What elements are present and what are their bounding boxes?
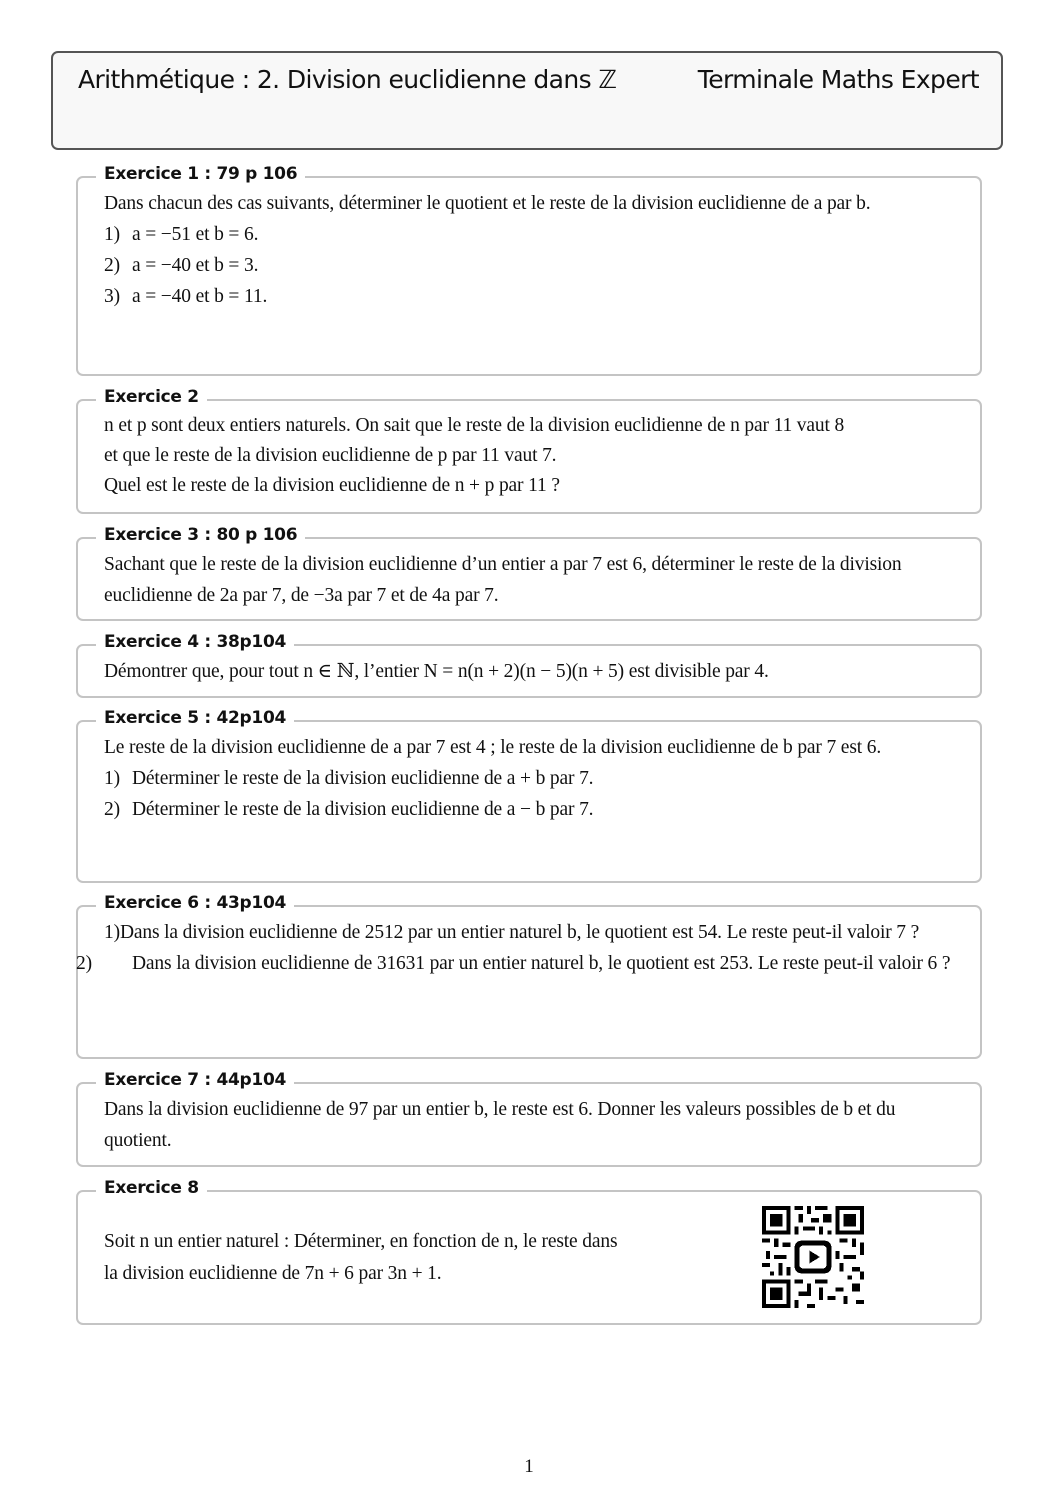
exercise-title: Exercice 2 <box>96 386 207 408</box>
exercise-4 <box>76 632 982 698</box>
text-line: Quel est le reste de la division euclidienne de n + p par 11 ? <box>104 475 560 496</box>
exercise-title: Exercice 5 : 42p104 <box>96 707 294 729</box>
exercise-title: Exercice 8 <box>96 1177 207 1199</box>
exercise-3 <box>76 525 982 621</box>
list-item: 1) a = −51 et b = 6. <box>104 224 259 245</box>
exercise-8 <box>76 1178 982 1325</box>
list-item: 2) Dans la division euclidienne de 31631 par un entier naturel b, le quotient est 253. Le reste peut-il valoir 6 ? <box>76 953 951 974</box>
exercise-body <box>104 1226 724 1290</box>
exercise-7 <box>76 1070 982 1167</box>
exercise-title: Exercice 6 : 43p104 <box>96 892 294 914</box>
exercise-text: Sachant que le reste de la division euclidienne d’un entier a par 7 est 6, déterminer le reste de la division euclidienne de 2a par 7, de −3a par 7 et de 4a par 7. <box>104 554 902 606</box>
qr-code-video-icon[interactable] <box>762 1206 864 1308</box>
page-header <box>51 51 1003 150</box>
exercise-2 <box>76 387 982 514</box>
list-item: 2) Déterminer le reste de la division euclidienne de a − b par 7. <box>104 799 594 820</box>
level-title: Terminale Maths Expert <box>697 65 979 94</box>
list-item: 2) a = −40 et b = 3. <box>104 255 259 276</box>
exercise-body <box>76 917 958 979</box>
text-line: Soit n un entier naturel : Déterminer, en fonction de n, le reste dans <box>104 1231 618 1252</box>
exercise-6 <box>76 893 982 1059</box>
chapter-title: Arithmétique : 2. Division euclidienne dans ℤ <box>78 65 617 94</box>
exercise-body <box>104 1094 958 1156</box>
exercise-title: Exercice 3 : 80 p 106 <box>96 524 305 546</box>
exercise-intro: Dans chacun des cas suivants, déterminer le quotient et le reste de la division euclidienne de a par b. <box>104 193 871 214</box>
page-number: 1 <box>524 1456 534 1477</box>
exercise-intro: Le reste de la division euclidienne de a par 7 est 4 ; le reste de la division euclidienne de b par 7 est 6. <box>104 737 882 758</box>
text-line: et que le reste de la division euclidienne de p par 11 vaut 7. <box>104 445 557 466</box>
exercise-body <box>104 411 958 501</box>
exercise-text: Dans la division euclidienne de 97 par un entier b, le reste est 6. Donner les valeurs possibles de b et du quotient. <box>104 1099 896 1151</box>
exercise-1 <box>76 164 982 376</box>
exercise-body <box>104 188 958 312</box>
list-item: 3) a = −40 et b = 11. <box>104 286 268 307</box>
exercise-body <box>104 656 958 687</box>
list-item: 1) Déterminer le reste de la division euclidienne de a + b par 7. <box>104 768 594 789</box>
exercise-title: Exercice 1 : 79 p 106 <box>96 163 305 185</box>
exercise-5 <box>76 708 982 883</box>
exercise-body <box>104 549 958 611</box>
exercise-text: Démontrer que, pour tout n ∈ ℕ, l’entier N = n(n + 2)(n − 5)(n + 5) est divisible par 4. <box>104 661 769 682</box>
exercise-title: Exercice 7 : 44p104 <box>96 1069 294 1091</box>
list-item: 1)Dans la division euclidienne de 2512 par un entier naturel b, le quotient est 54. Le reste peut-il valoir 7 ? <box>104 922 920 943</box>
text-line: n et p sont deux entiers naturels. On sait que le reste de la division euclidienne de n par 11 vaut 8 <box>104 415 845 436</box>
text-line: la division euclidienne de 7n + 6 par 3n + 1. <box>104 1263 442 1284</box>
exercise-title: Exercice 4 : 38p104 <box>96 631 294 653</box>
exercise-body <box>104 732 958 825</box>
